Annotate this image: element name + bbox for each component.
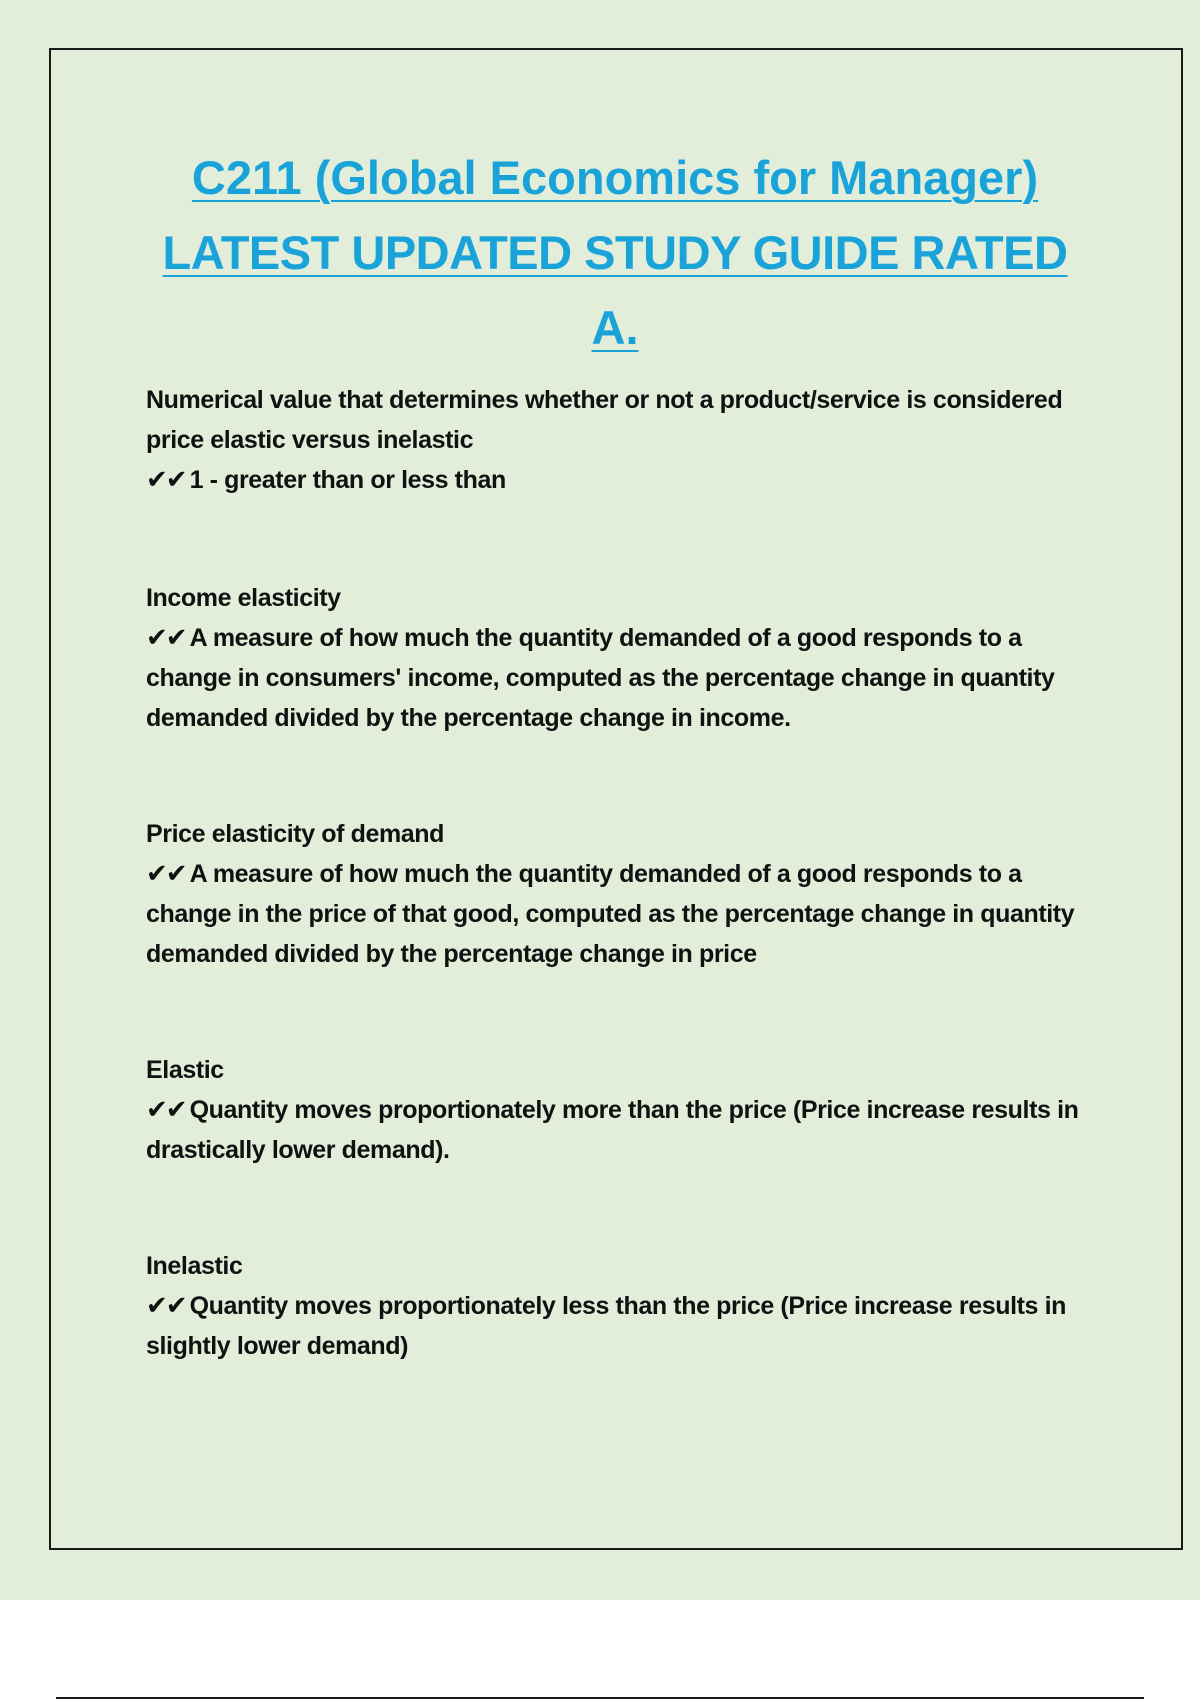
question-term: Income elasticity	[146, 584, 341, 612]
question-term: Inelastic	[146, 1252, 243, 1280]
check-icon: ✔✔	[146, 465, 186, 495]
check-icon: ✔✔	[146, 1291, 186, 1321]
title-line-1: C211 (Global Economics for Manager)	[191, 151, 1039, 204]
qa-entry	[146, 814, 1086, 974]
question-term: Elastic	[146, 1056, 224, 1084]
answer-body: Quantity moves proportionately less than the price (Price increase results in slightly lower demand)	[146, 1292, 1067, 1360]
answer-body: A measure of how much the quantity demanded of a good responds to a change in consumers' income, computed as the percentage change in quantity demanded divided by the percentage change in income.	[146, 624, 1055, 732]
qa-entry	[146, 1050, 1086, 1170]
title-line-2: LATEST UPDATED STUDY GUIDE RATED	[162, 226, 1068, 279]
title-line-3: A.	[591, 301, 639, 354]
answer-text	[146, 1286, 1086, 1366]
answer-text	[146, 460, 1086, 500]
qa-entry	[146, 1246, 1086, 1366]
answer-text	[146, 618, 1086, 738]
answer-body: 1 - greater than or less than	[189, 466, 506, 494]
answer-body: Quantity moves proportionately more than the price (Price increase results in drastically lower demand).	[146, 1096, 1079, 1164]
qa-entry	[146, 578, 1086, 738]
check-icon: ✔✔	[146, 623, 186, 653]
check-icon: ✔✔	[146, 1095, 186, 1125]
check-icon: ✔✔	[146, 859, 186, 889]
footer-divider	[56, 1697, 1144, 1699]
answer-body: A measure of how much the quantity demanded of a good responds to a change in the price of that good, computed as the percentage change in quantity demanded divided by the percentage change in price	[146, 860, 1075, 968]
answer-text	[146, 1090, 1086, 1170]
document-title	[150, 140, 1080, 365]
qa-entry	[146, 380, 1086, 500]
question-term: Price elasticity of demand	[146, 820, 445, 848]
question-term: Numerical value that determines whether or not a product/service is considered price elastic versus inelastic	[146, 386, 1063, 454]
answer-text	[146, 854, 1086, 974]
